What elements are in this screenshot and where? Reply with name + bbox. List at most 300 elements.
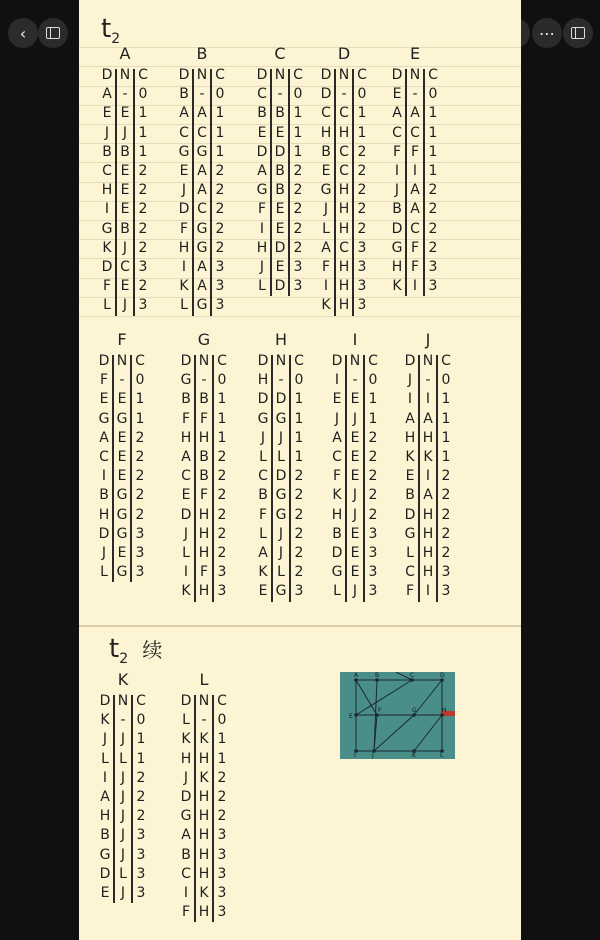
- table-cell: E: [117, 429, 127, 446]
- table-row: [95, 486, 149, 505]
- table-cell: C: [179, 124, 189, 141]
- table-row: [328, 371, 382, 390]
- header-cell: C: [138, 67, 148, 83]
- table-cell: A: [410, 105, 420, 122]
- table-cell: 2: [293, 182, 303, 199]
- table-row: [177, 390, 231, 409]
- table-cell: K: [392, 278, 402, 295]
- table-cell: J: [120, 731, 126, 748]
- table-cell: C: [257, 86, 267, 103]
- table-cell: E: [275, 220, 285, 237]
- table-cell: H: [198, 788, 210, 805]
- table-row: [401, 390, 455, 409]
- table-cell: B: [100, 827, 110, 844]
- table-cell: E: [120, 278, 130, 295]
- table-divider-line: [405, 69, 407, 296]
- table-cell: 2: [368, 487, 378, 504]
- table-row: [401, 486, 455, 505]
- table-header: [401, 352, 455, 371]
- table-cell: 1: [217, 731, 227, 748]
- table-row: [177, 730, 231, 749]
- header-cell: D: [99, 693, 111, 709]
- table-cell: D: [274, 143, 286, 160]
- table-cell: 3: [215, 258, 225, 275]
- table-row: [98, 181, 152, 200]
- table-row: [177, 486, 231, 505]
- table-cell: 2: [293, 201, 303, 218]
- table-cell: 2: [294, 487, 304, 504]
- table-cell: A: [257, 162, 267, 179]
- table-header: [254, 352, 308, 371]
- table-cell: E: [350, 564, 360, 581]
- table-cell: 1: [217, 410, 227, 427]
- table-cell: B: [179, 86, 189, 103]
- table-row: [98, 220, 152, 239]
- table-row: [96, 846, 150, 865]
- table-cell: J: [104, 124, 110, 141]
- table-cell: E: [100, 884, 110, 901]
- more-button[interactable]: [532, 18, 562, 48]
- header-cell: D: [178, 67, 190, 83]
- table-cell: 0: [217, 712, 227, 729]
- table-cell: 1: [428, 124, 438, 141]
- table-cell: 3: [368, 544, 378, 561]
- table-cell: I: [407, 391, 413, 408]
- table-cell: 2: [217, 808, 227, 825]
- table-cell: C: [339, 143, 349, 160]
- table-row: [177, 371, 231, 390]
- table-cell: 3: [217, 884, 227, 901]
- table-cell: H: [198, 865, 210, 882]
- table-cell: D: [275, 391, 287, 408]
- table-row: [401, 544, 455, 563]
- table-row: [254, 563, 308, 582]
- table-cell: 0: [357, 86, 367, 103]
- table-cell: 2: [428, 239, 438, 256]
- distance-table-c: [253, 44, 307, 296]
- table-cell: 1: [136, 750, 146, 767]
- table-cell: 1: [136, 731, 146, 748]
- table-cell: D: [274, 278, 286, 295]
- table-cell: D: [275, 468, 287, 485]
- table-cell: D: [320, 86, 332, 103]
- table-row: [254, 467, 308, 486]
- header-cell: C: [357, 67, 367, 83]
- graph-node-label: J: [372, 752, 374, 759]
- table-row: [328, 448, 382, 467]
- table-cell: J: [278, 525, 284, 542]
- notebook-page[interactable]: [79, 0, 521, 940]
- graph-node-label: D: [440, 672, 445, 679]
- table-cell: -: [277, 86, 283, 103]
- table-cell: E: [117, 544, 127, 561]
- table-name: I: [352, 330, 358, 349]
- table-cell: J: [407, 372, 413, 389]
- table-cell: D: [180, 506, 192, 523]
- table-cell: C: [339, 239, 349, 256]
- table-cell: J: [278, 429, 284, 446]
- table-divider-line: [352, 69, 354, 316]
- header-cell: C: [217, 693, 227, 709]
- table-cell: 2: [136, 769, 146, 786]
- table-cell: A: [197, 278, 207, 295]
- table-cell: 2: [215, 182, 225, 199]
- table-row: [388, 258, 442, 277]
- table-cell: H: [198, 525, 210, 542]
- graph-node-label: F: [378, 707, 382, 714]
- table-cell: B: [102, 143, 112, 160]
- table-cell: E: [350, 468, 360, 485]
- header-cell: C: [136, 693, 146, 709]
- header-cell: N: [275, 353, 287, 369]
- table-cell: 2: [357, 201, 367, 218]
- table-row: [254, 429, 308, 448]
- table-cell: J: [120, 769, 126, 786]
- table-cell: A: [197, 258, 207, 275]
- table-row: [95, 448, 149, 467]
- table-cell: C: [181, 865, 191, 882]
- table-cell: D: [180, 788, 192, 805]
- table-cell: E: [275, 201, 285, 218]
- table-cell: D: [391, 220, 403, 237]
- table-cell: 3: [138, 297, 148, 314]
- table-row: [177, 769, 231, 788]
- table-cell: 3: [217, 865, 227, 882]
- table-divider-line: [212, 355, 214, 602]
- table-cell: J: [394, 182, 400, 199]
- table-row: [177, 750, 231, 769]
- table-cell: 2: [136, 788, 146, 805]
- table-cell: 3: [294, 583, 304, 600]
- table-row: [328, 410, 382, 429]
- table-cell: F: [321, 258, 331, 275]
- table-cell: -: [278, 372, 284, 389]
- table-cell: 0: [428, 86, 438, 103]
- table-cell: L: [277, 448, 285, 465]
- table-cell: J: [323, 201, 329, 218]
- table-cell: H: [338, 124, 350, 141]
- table-cell: C: [197, 201, 207, 218]
- distance-table-d: [317, 44, 371, 315]
- table-cell: H: [422, 429, 434, 446]
- table-row: [388, 104, 442, 123]
- table-divider-line: [289, 355, 291, 602]
- table-cell: F: [410, 239, 420, 256]
- table-cell: 2: [135, 506, 145, 523]
- distance-table-a: [98, 44, 152, 315]
- table-cell: 1: [215, 105, 225, 122]
- table-cell: F: [199, 410, 209, 427]
- header-cell: D: [180, 353, 192, 369]
- table-cell: H: [198, 506, 210, 523]
- back-button[interactable]: [8, 18, 38, 48]
- table-cell: 1: [294, 391, 304, 408]
- table-cell: A: [258, 544, 268, 561]
- table-cell: 3: [136, 827, 146, 844]
- table-cell: H: [180, 750, 192, 767]
- table-cell: H: [422, 525, 434, 542]
- table-cell: 1: [294, 429, 304, 446]
- graph-node-label: K: [412, 752, 416, 759]
- table-cell: -: [120, 712, 126, 729]
- table-cell: E: [392, 86, 402, 103]
- table-row: [175, 200, 229, 219]
- distance-table-h: [254, 330, 308, 601]
- table-header: [177, 352, 231, 371]
- table-cell: B: [392, 201, 402, 218]
- table-row: [253, 277, 307, 296]
- table-cell: 3: [368, 583, 378, 600]
- distance-table-b: [175, 44, 229, 315]
- table-row: [317, 104, 371, 123]
- table-cell: H: [178, 239, 190, 256]
- table-row: [401, 410, 455, 429]
- table-cell: G: [257, 410, 269, 427]
- table-cell: D: [178, 201, 190, 218]
- header-cell: C: [428, 67, 438, 83]
- table-cell: J: [352, 487, 358, 504]
- table-row: [317, 85, 371, 104]
- table-cell: G: [331, 564, 343, 581]
- table-cell: I: [183, 884, 189, 901]
- table-row: [328, 429, 382, 448]
- table-cell: H: [257, 372, 269, 389]
- table-row: [175, 104, 229, 123]
- table-cell: G: [275, 583, 287, 600]
- table-cell: J: [183, 769, 189, 786]
- table-header: [96, 692, 150, 711]
- table-cell: F: [410, 143, 420, 160]
- table-cell: E: [350, 525, 360, 542]
- header-cell: N: [349, 353, 361, 369]
- table-cell: J: [101, 544, 107, 561]
- table-cell: 2: [357, 143, 367, 160]
- table-row: [388, 220, 442, 239]
- table-cell: 2: [217, 468, 227, 485]
- table-cell: K: [199, 769, 209, 786]
- table-cell: -: [201, 372, 207, 389]
- table-cell: H: [198, 827, 210, 844]
- graph-node-label: C: [410, 672, 415, 679]
- table-cell: H: [101, 182, 113, 199]
- table-cell: 3: [135, 544, 145, 561]
- header-cell: N: [117, 693, 129, 709]
- header-cell: D: [404, 353, 416, 369]
- table-row: [96, 750, 150, 769]
- header-cell: C: [441, 353, 451, 369]
- table-cell: 0: [294, 372, 304, 389]
- table-cell: I: [394, 162, 400, 179]
- table-cell: 0: [135, 372, 145, 389]
- table-cell: H: [99, 808, 111, 825]
- table-row: [177, 525, 231, 544]
- table-cell: 0: [293, 86, 303, 103]
- table-cell: 2: [217, 788, 227, 805]
- table-cell: 1: [138, 105, 148, 122]
- table-cell: 3: [215, 297, 225, 314]
- table-cell: J: [120, 884, 126, 901]
- table-row: [317, 200, 371, 219]
- table-cell: L: [100, 564, 108, 581]
- table-cell: F: [258, 506, 268, 523]
- table-cell: 3: [138, 258, 148, 275]
- table-cell: K: [321, 297, 331, 314]
- table-cell: H: [180, 429, 192, 446]
- table-cell: K: [179, 278, 189, 295]
- table-cell: J: [183, 525, 189, 542]
- table-cell: 1: [294, 410, 304, 427]
- table-divider-line: [288, 69, 290, 296]
- graph-node-label: H: [442, 707, 447, 714]
- table-cell: J: [181, 182, 187, 199]
- table-cell: J: [120, 827, 126, 844]
- table-cell: L: [333, 583, 341, 600]
- table-cell: -: [119, 372, 125, 389]
- table-row: [317, 258, 371, 277]
- table-cell: G: [275, 487, 287, 504]
- table-row: [95, 467, 149, 486]
- table-name: G: [197, 330, 211, 349]
- table-cell: C: [197, 124, 207, 141]
- table-cell: 1: [368, 391, 378, 408]
- table-cell: G: [275, 506, 287, 523]
- table-row: [175, 162, 229, 181]
- header-cell: N: [196, 67, 208, 83]
- table-cell: H: [198, 583, 210, 600]
- table-cell: B: [181, 846, 191, 863]
- table-cell: D: [274, 239, 286, 256]
- table-cell: B: [99, 487, 109, 504]
- table-cell: A: [197, 162, 207, 179]
- table-cell: I: [425, 468, 431, 485]
- table-cell: 3: [136, 865, 146, 882]
- table-cell: E: [350, 391, 360, 408]
- table-row: [254, 371, 308, 390]
- table-cell: D: [99, 865, 111, 882]
- table-cell: 2: [215, 201, 225, 218]
- table-header: [388, 66, 442, 85]
- table-cell: F: [257, 201, 267, 218]
- table-row: [328, 486, 382, 505]
- graph-node-label: L: [440, 752, 444, 759]
- table-row: [175, 296, 229, 315]
- ellipsis-icon: ⋯: [539, 23, 555, 43]
- table-cell: 2: [217, 506, 227, 523]
- table-cell: G: [116, 410, 128, 427]
- table-cell: L: [322, 220, 330, 237]
- table-cell: A: [100, 788, 110, 805]
- header-cell: D: [257, 353, 269, 369]
- table-cell: J: [122, 239, 128, 256]
- table-cell: 2: [135, 448, 145, 465]
- table-row: [254, 544, 308, 563]
- header-cell: N: [116, 353, 128, 369]
- table-cell: 3: [357, 258, 367, 275]
- table-cell: J: [120, 846, 126, 863]
- table-cell: 0: [368, 372, 378, 389]
- table-cell: G: [404, 525, 416, 542]
- table-cell: J: [260, 429, 266, 446]
- table-row: [317, 143, 371, 162]
- table-cell: L: [277, 564, 285, 581]
- table-cell: 2: [217, 448, 227, 465]
- table-cell: H: [198, 846, 210, 863]
- table-cell: 3: [217, 904, 227, 921]
- table-row: [177, 544, 231, 563]
- table-cell: 2: [217, 525, 227, 542]
- table-cell: 1: [441, 410, 451, 427]
- table-cell: F: [392, 143, 402, 160]
- right-panel-button[interactable]: [563, 18, 593, 48]
- table-divider-line: [345, 355, 347, 602]
- table-cell: I: [425, 583, 431, 600]
- table-cell: B: [405, 487, 415, 504]
- table-cell: H: [338, 297, 350, 314]
- table-cell: B: [275, 182, 285, 199]
- header-cell: D: [320, 67, 332, 83]
- table-row: [401, 506, 455, 525]
- table-cell: K: [181, 731, 191, 748]
- table-cell: G: [196, 239, 208, 256]
- table-cell: G: [391, 239, 403, 256]
- table-divider-line: [113, 695, 115, 903]
- table-row: [95, 371, 149, 390]
- header-cell: N: [198, 693, 210, 709]
- table-cell: 0: [136, 712, 146, 729]
- table-cell: G: [275, 410, 287, 427]
- table-cell: E: [350, 429, 360, 446]
- table-cell: J: [334, 410, 340, 427]
- table-row: [98, 124, 152, 143]
- table-cell: D: [101, 258, 113, 275]
- table-cell: H: [404, 429, 416, 446]
- table-cell: 1: [441, 429, 451, 446]
- table-row: [317, 220, 371, 239]
- table-cell: F: [181, 410, 191, 427]
- table-cell: 2: [357, 182, 367, 199]
- table-row: [96, 884, 150, 903]
- table-cell: E: [117, 391, 127, 408]
- table-cell: L: [258, 278, 266, 295]
- table-cell: C: [410, 220, 420, 237]
- table-cell: 3: [368, 564, 378, 581]
- table-row: [317, 162, 371, 181]
- table-cell: H: [198, 429, 210, 446]
- header-cell: D: [331, 353, 343, 369]
- table-cell: A: [321, 239, 331, 256]
- sidebar-toggle-button[interactable]: [38, 18, 68, 48]
- table-cell: L: [180, 297, 188, 314]
- table-cell: B: [275, 105, 285, 122]
- table-divider-line: [363, 355, 365, 602]
- table-row: [253, 124, 307, 143]
- table-header: [98, 66, 152, 85]
- table-cell: G: [196, 220, 208, 237]
- table-cell: 2: [138, 201, 148, 218]
- table-cell: H: [256, 239, 268, 256]
- table-cell: H: [338, 220, 350, 237]
- table-cell: 2: [368, 448, 378, 465]
- table-divider-line: [194, 355, 196, 602]
- sidebar-right-icon: [571, 27, 585, 39]
- table-cell: K: [181, 583, 191, 600]
- table-cell: B: [332, 525, 342, 542]
- table-row: [401, 448, 455, 467]
- table-row: [254, 448, 308, 467]
- table-cell: J: [122, 297, 128, 314]
- table-cell: G: [116, 525, 128, 542]
- table-row: [388, 277, 442, 296]
